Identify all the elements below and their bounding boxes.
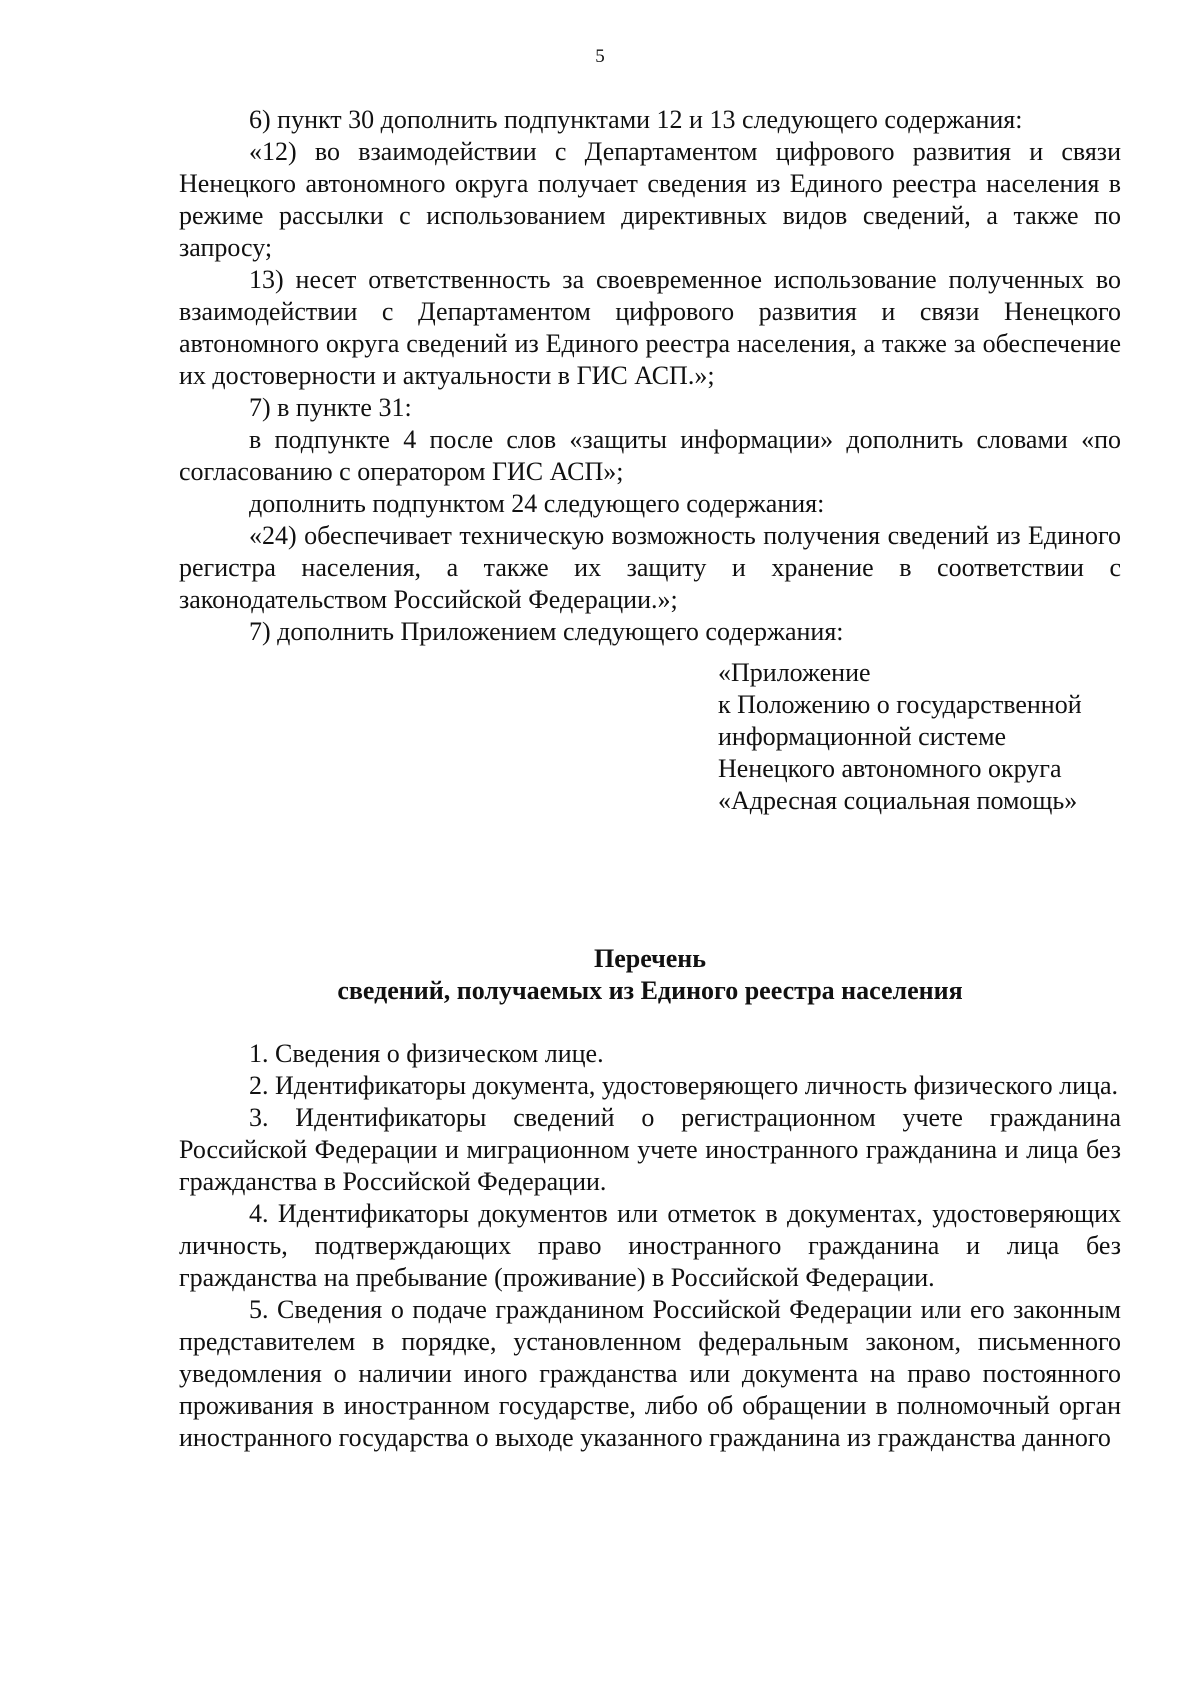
information-list — [179, 1038, 1121, 1454]
paragraph: дополнить подпунктом 24 следующего содержания: — [249, 489, 825, 518]
heading-title: Перечень — [593, 944, 707, 973]
appendix-line: «Адресная социальная помощь» — [718, 786, 1078, 815]
appendix-line: «Приложение — [718, 658, 871, 687]
appendix-header — [718, 657, 1138, 817]
paragraph: 13) несет ответственность за своевременное использование полученных во взаимодействии с Департаментом цифрового развития и связи Ненецкого автономного округа сведений из Единого реестра населения, а также за обеспечение их достоверности и актуальности в ГИС АСП.»; — [179, 265, 1121, 390]
paragraph: 6) пункт 30 дополнить подпунктами 12 и 13 следующего содержания: — [249, 105, 1023, 134]
list-heading — [179, 943, 1121, 1007]
page-number: 5 — [595, 46, 605, 67]
heading-subtitle: сведений, получаемых из Единого реестра населения — [337, 976, 963, 1005]
appendix-line: к Положению о государственной — [718, 690, 1082, 719]
amendments-text — [179, 104, 1121, 648]
appendix-line: Ненецкого автономного округа — [718, 754, 1062, 783]
paragraph: «12) во взаимодействии с Департаментом цифрового развития и связи Ненецкого автономного округа получает сведения из Единого реестра населения в режиме рассылки с использованием директивных видов сведений, а также по запросу; — [179, 137, 1121, 262]
paragraph: в подпункте 4 после слов «защиты информации» дополнить словами «по согласованию с оператором ГИС АСП»; — [179, 425, 1121, 486]
paragraph: 7) в пункте 31: — [249, 393, 412, 422]
list-item: 5. Сведения о подаче гражданином Российской Федерации или его законным представителем в порядке, установленном федеральным законом, письменного уведомления о наличии иного гражданства или документа на право постоянного проживания в иностранном государстве, либо об обращении в полномочный орган иностранного государства о выходе указанного гражданина из гражданства данного — [179, 1295, 1121, 1452]
list-item: 4. Идентификаторы документов или отметок в документах, удостоверяющих личность, подтверждающих право иностранного гражданина и лица без гражданства на пребывание (проживание) в Российской Федерации. — [179, 1199, 1121, 1292]
appendix-line: информационной системе — [718, 722, 1007, 751]
list-item: 1. Сведения о физическом лице. — [249, 1039, 604, 1068]
list-item: 2. Идентификаторы документа, удостоверяющего личность физического лица. — [249, 1071, 1118, 1100]
list-item: 3. Идентификаторы сведений о регистрационном учете гражданина Российской Федерации и миграционном учете иностранного гражданина и лица без гражданства в Российской Федерации. — [179, 1103, 1121, 1196]
paragraph: «24) обеспечивает техническую возможность получения сведений из Единого регистра населения, а также их защиту и хранение в соответствии с законодательством Российской Федерации.»; — [179, 521, 1121, 614]
paragraph: 7) дополнить Приложением следующего содержания: — [249, 617, 844, 646]
